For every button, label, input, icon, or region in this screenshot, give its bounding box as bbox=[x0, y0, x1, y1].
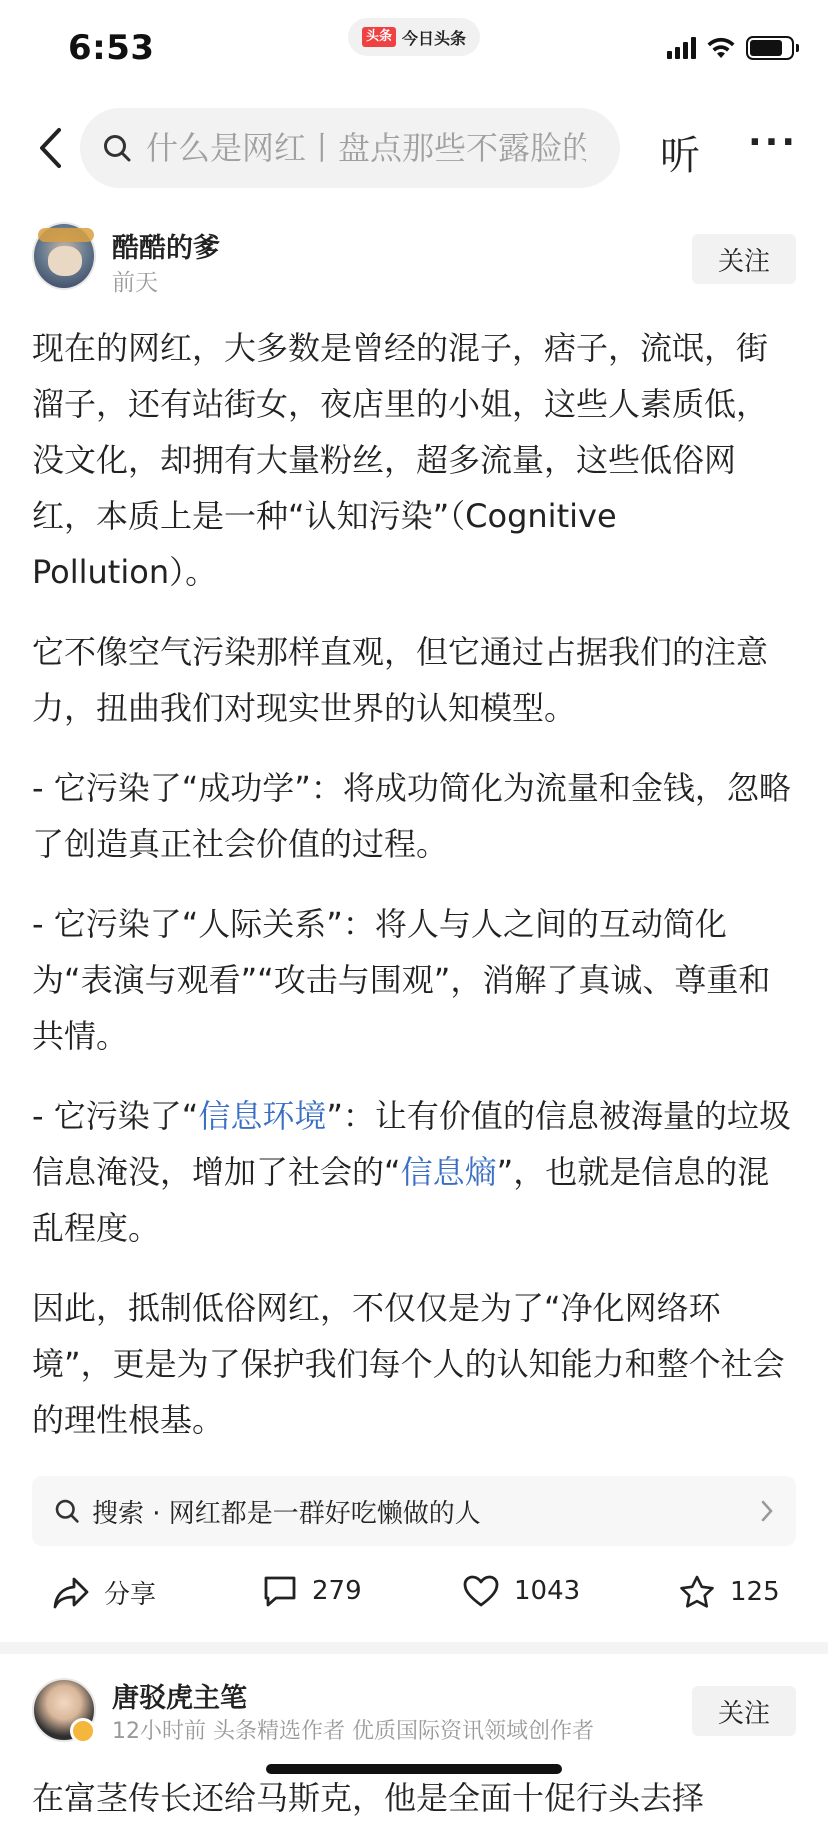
app-name: 今日头条 bbox=[402, 28, 467, 48]
listen-button[interactable]: 听 bbox=[660, 133, 700, 179]
related-search-link[interactable] bbox=[32, 1476, 796, 1546]
home-indicator[interactable] bbox=[266, 1764, 562, 1774]
like-button[interactable] bbox=[462, 1574, 580, 1608]
article-body bbox=[32, 320, 796, 1472]
next-post-preview[interactable]: 在富茎传长还给马斯克，他是全面十促行头去择 bbox=[32, 1779, 705, 1817]
like-count: 1043 bbox=[514, 1576, 581, 1606]
article-paragraph: 现在的网红，大多数是曾经的混子，痞子，流氓，街溜子，还有站街女，夜店里的小姐，这些人素质低，没文化，却拥有大量粉丝，超多流量，这些低俗网红，本质上是一种“认知污染”（Cognitive Pollution）。 bbox=[32, 329, 769, 591]
next-author-name[interactable]: 唐驳虎主笔 bbox=[112, 1683, 247, 1714]
paragraph-text: - 它污染了“ bbox=[32, 1097, 199, 1135]
status-icons bbox=[667, 36, 794, 60]
keyword-link-info-environment[interactable]: 信息环境 bbox=[198, 1097, 327, 1135]
status-time: 6:53 bbox=[68, 28, 155, 68]
author-row bbox=[32, 222, 796, 294]
next-post-author-row bbox=[32, 1676, 796, 1752]
star-icon bbox=[678, 1574, 716, 1610]
next-author-meta: 12小时前 头条精选作者 优质国际资讯领域创作者 bbox=[112, 1719, 594, 1744]
search-input[interactable] bbox=[146, 129, 586, 167]
comment-button[interactable] bbox=[262, 1574, 362, 1608]
cellular-signal-icon bbox=[667, 37, 696, 59]
comment-count: 279 bbox=[312, 1576, 362, 1606]
post-time: 前天 bbox=[112, 270, 158, 296]
action-bar bbox=[0, 1566, 828, 1630]
share-icon bbox=[52, 1575, 90, 1611]
article-paragraph: 因此，抵制低俗网红，不仅仅是为了“净化网络环境”，更是为了保护我们每个人的认知能力和整个社会的理性根基。 bbox=[32, 1289, 785, 1439]
app-logo: 头条 bbox=[362, 27, 396, 47]
chevron-left-icon bbox=[37, 127, 63, 169]
paragraph-text: ”，也就是信息的混乱程度。 bbox=[32, 1153, 770, 1247]
chevron-right-icon bbox=[760, 1499, 774, 1523]
paragraph-text: ”：让有价值的信息被海量的垃圾信息淹没，增加了社会的“ bbox=[32, 1097, 791, 1191]
battery-icon bbox=[746, 36, 794, 60]
favorite-count: 125 bbox=[730, 1577, 780, 1607]
next-follow-button[interactable]: 关注 bbox=[692, 1686, 796, 1736]
article-paragraph bbox=[32, 1088, 796, 1256]
wifi-icon bbox=[706, 36, 736, 60]
verified-badge-icon bbox=[70, 1718, 96, 1744]
related-search-label: 搜索 · 网红都是一群好吃懒做的人 bbox=[92, 1498, 481, 1529]
back-button[interactable] bbox=[30, 124, 70, 172]
article-paragraph: - 它污染了“人际关系”：将人与人之间的互动简化为“表演与观看”“攻击与围观”，消解了真诚、尊重和共情。 bbox=[32, 905, 771, 1055]
author-name[interactable]: 酷酷的爹 bbox=[112, 233, 220, 264]
search-icon bbox=[54, 1498, 80, 1524]
status-bar bbox=[0, 0, 828, 100]
feed-divider bbox=[0, 1642, 828, 1654]
comment-icon bbox=[262, 1574, 298, 1608]
follow-button[interactable]: 关注 bbox=[692, 234, 796, 284]
search-icon bbox=[102, 133, 132, 163]
favorite-button[interactable] bbox=[678, 1574, 780, 1610]
heart-icon bbox=[462, 1574, 500, 1608]
top-nav bbox=[0, 100, 828, 196]
return-to-app-pill[interactable] bbox=[348, 18, 480, 56]
share-label: 分享 bbox=[104, 1580, 157, 1610]
author-avatar[interactable] bbox=[32, 222, 96, 290]
article-paragraph: - 它污染了“成功学”：将成功简化为流量和金钱，忽略了创造真正社会价值的过程。 bbox=[32, 769, 791, 863]
search-bar[interactable] bbox=[80, 108, 620, 188]
more-options-button[interactable]: ··· bbox=[748, 122, 799, 163]
article-paragraph: 它不像空气污染那样直观，但它通过占据我们的注意力，扭曲我们对现实世界的认知模型。 bbox=[32, 633, 769, 727]
share-button[interactable] bbox=[52, 1574, 156, 1611]
keyword-link-info-entropy[interactable]: 信息熵 bbox=[400, 1153, 497, 1191]
